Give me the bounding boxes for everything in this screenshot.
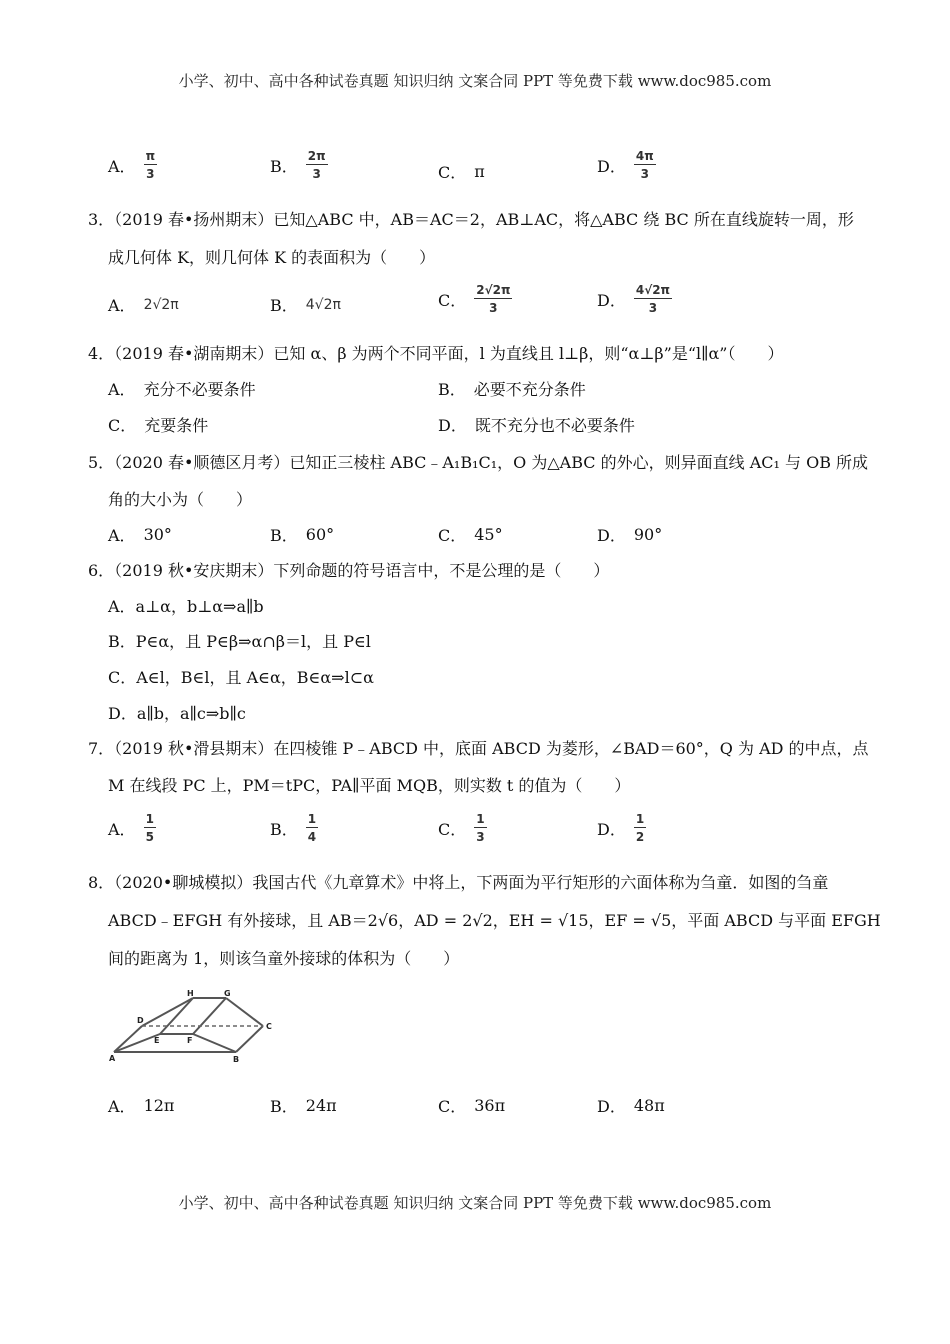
option-b[interactable] <box>270 523 334 546</box>
edge-bc <box>236 1026 263 1052</box>
fraction: $\frac{\pi}{3}$ <box>145 149 156 181</box>
option-b[interactable] <box>270 293 341 316</box>
option-text: 必要不充分条件 <box>473 380 586 399</box>
option-text: 90° <box>633 525 663 544</box>
option-b[interactable] <box>270 150 328 180</box>
question-5-line-1: 5．（2020 春•顺德区月考）已知正三棱柱 ABC﹣A₁B₁C₁，O 为△ABC 的外心，则异面直线 AC₁ 与 OB 所成 <box>88 453 869 472</box>
option-text: 48π <box>633 1096 665 1115</box>
option-d[interactable] <box>597 1094 665 1117</box>
option-c[interactable] <box>108 413 208 436</box>
option-label: C． <box>108 416 137 435</box>
option-label: A． <box>108 296 136 315</box>
option-label: B． <box>270 156 298 176</box>
option-text: 45° <box>474 525 503 544</box>
option-text: 充要条件 <box>144 416 209 435</box>
option-text: 4√2π <box>305 296 341 313</box>
option-text: 12π <box>143 1096 175 1115</box>
question-7-line-2: M 在线段 PC 上，PM＝tPC，PA∥平面 MQB，则实数 t 的值为（ ） <box>108 776 631 795</box>
option-c[interactable]: C．A∈l，B∈l，且 A∈α，B∈α⇒l⊂α <box>108 668 374 687</box>
label-g: G <box>224 989 231 998</box>
option-c[interactable] <box>438 284 512 314</box>
page-footer: 小学、初中、高中各种试卷真题 知识归纳 文案合同 PPT 等免费下载 www.doc985.com <box>178 1194 772 1212</box>
option-label: D． <box>597 1097 626 1116</box>
option-label: A． <box>108 526 136 545</box>
fraction: $\frac{1}{4}$ <box>307 812 317 844</box>
option-label: A． <box>108 819 136 839</box>
option-label: A． <box>108 380 136 399</box>
question-5-line-2: 角的大小为（ ） <box>108 490 253 509</box>
option-c[interactable] <box>438 523 503 546</box>
option-label: B． <box>270 526 298 545</box>
option-text: 24π <box>305 1096 337 1115</box>
option-label: D． <box>597 819 626 839</box>
option-label: D． <box>597 156 626 176</box>
edge-ad <box>114 1026 142 1052</box>
option-a[interactable] <box>108 813 156 843</box>
question-8-line-2: ABCD﹣EFGH 有外接球，且 AB＝2√6，AD = 2√2，EH = √15，EF = √5，平面 ABCD 与平面 EFGH <box>108 911 881 930</box>
question-3-line-1: 3．（2019 春•扬州期末）已知△ABC 中，AB＝AC＝2，AB⊥AC，将△ABC 绕 BC 所在直线旋转一周，形 <box>88 210 854 229</box>
chutong-figure <box>100 985 290 1065</box>
option-label: D． <box>597 526 626 545</box>
label-h: H <box>187 989 194 998</box>
fraction: $\frac{4\pi}{3}$ <box>635 149 654 181</box>
option-text: 36π <box>474 1096 506 1115</box>
question-8-line-1: 8．（2020•聊城模拟）我国古代《九章算术》中将上，下两面为平行矩形的六面体称为刍童．如图的刍童 <box>88 873 829 892</box>
option-d[interactable] <box>597 813 646 843</box>
option-d[interactable] <box>597 284 672 314</box>
option-text: 既不充分也不必要条件 <box>474 416 635 435</box>
edge-bf <box>193 1034 236 1052</box>
label-c: C <box>266 1022 272 1031</box>
fraction: $\frac{1}{5}$ <box>145 812 154 844</box>
option-label: D． <box>438 416 467 435</box>
option-d[interactable]: D．a∥b，a∥c⇒b∥c <box>108 704 246 723</box>
option-text: 2√2π <box>143 296 179 313</box>
option-label: A． <box>108 156 136 176</box>
label-e: E <box>154 1036 160 1045</box>
option-b[interactable] <box>270 1094 337 1117</box>
option-d[interactable] <box>438 413 635 436</box>
option-label: A． <box>108 1097 136 1116</box>
fraction: $\frac{1}{3}$ <box>476 812 485 844</box>
edge-dh <box>142 998 193 1026</box>
option-a[interactable] <box>108 523 172 546</box>
fraction: $\frac{2\pi}{3}$ <box>307 149 326 181</box>
page-header: 小学、初中、高中各种试卷真题 知识归纳 文案合同 PPT 等免费下载 www.doc985.com <box>178 72 772 90</box>
option-a[interactable] <box>108 377 256 400</box>
option-d[interactable] <box>597 150 656 180</box>
label-f: F <box>187 1036 193 1045</box>
option-d[interactable] <box>597 523 662 546</box>
question-6-line-1: 6．（2019 秋•安庆期末）下列命题的符号语言中，不是公理的是（ ） <box>88 561 610 580</box>
option-c[interactable] <box>438 160 485 183</box>
option-b[interactable]: B．P∈α，且 P∈β⇒α∩β＝l，且 P∈l <box>108 632 371 651</box>
option-b[interactable] <box>438 377 586 400</box>
option-a[interactable]: A．a⊥α，b⊥α⇒a∥b <box>108 597 264 616</box>
question-3-line-2: 成几何体 K，则几何体 K 的表面积为（ ） <box>108 248 436 267</box>
edge-fg <box>193 998 226 1034</box>
label-b: B <box>233 1055 240 1064</box>
option-label: C． <box>438 819 467 839</box>
option-text: π <box>474 162 485 181</box>
label-d: D <box>137 1016 144 1025</box>
option-label: B． <box>270 296 298 315</box>
fraction: $\frac{1}{2}$ <box>635 812 645 844</box>
edge-eh <box>160 998 193 1034</box>
option-label: C． <box>438 163 467 182</box>
option-label: B． <box>270 1097 298 1116</box>
option-label: C． <box>438 1097 467 1116</box>
question-7-line-1: 7．（2019 秋•滑县期末）在四棱锥 P﹣ABCD 中，底面 ABCD 为菱形，∠BAD＝60°，Q 为 AD 的中点，点 <box>88 739 869 758</box>
option-b[interactable] <box>270 813 318 843</box>
fraction: $\frac{2√2\pi}{3}$ <box>476 283 511 315</box>
option-label: B． <box>270 819 298 839</box>
option-text: 60° <box>305 525 335 544</box>
option-a[interactable] <box>108 293 179 316</box>
option-text: 充分不必要条件 <box>143 380 256 399</box>
option-a[interactable] <box>108 1094 174 1117</box>
option-a[interactable] <box>108 150 157 180</box>
edge-cg <box>226 998 263 1026</box>
option-label: C． <box>438 290 467 310</box>
question-4-line-1: 4．（2019 春•湖南期末）已知 α、β 为两个不同平面，l 为直线且 l⊥β，则“α⊥β”是“l∥α”（ ） <box>88 344 784 363</box>
question-8-line-3: 间的距离为 1，则该刍童外接球的体积为（ ） <box>108 949 460 968</box>
option-label: C． <box>438 526 467 545</box>
option-c[interactable] <box>438 813 487 843</box>
option-text: 30° <box>143 525 172 544</box>
option-label: B． <box>438 380 466 399</box>
fraction: $\frac{4√2\pi}{3}$ <box>635 283 671 315</box>
label-a: A <box>109 1054 116 1063</box>
option-label: D． <box>597 290 626 310</box>
option-c[interactable] <box>438 1094 505 1117</box>
